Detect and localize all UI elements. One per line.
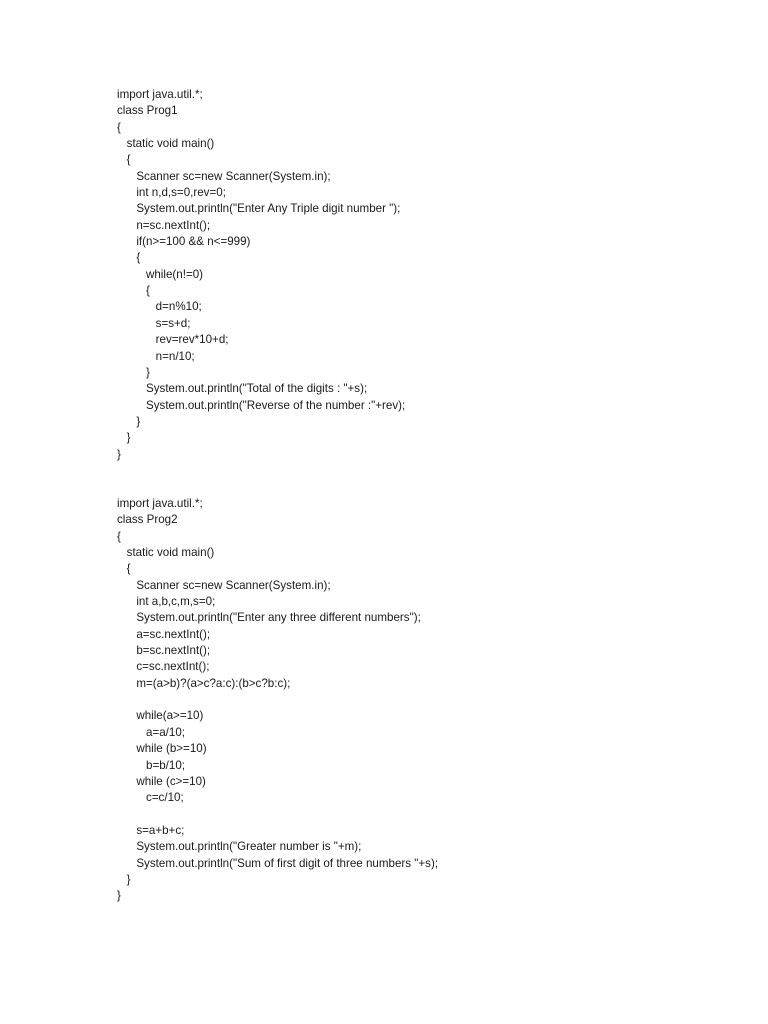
code-line: System.out.println("Greater number is "+m);: [117, 840, 362, 854]
code-line: int n,d,s=0,rev=0;: [117, 186, 226, 200]
code-line: s=a+b+c;: [117, 823, 185, 837]
code-line: c=sc.nextInt();: [117, 660, 210, 674]
code-line: import java.util.*;: [117, 88, 203, 101]
code-line: c=c/10;: [117, 791, 184, 805]
code-line: n=n/10;: [117, 349, 195, 363]
program-listing-prog1: [117, 87, 405, 463]
code-line: a=sc.nextInt();: [117, 627, 211, 641]
code-line: System.out.println("Reverse of the number :"+rev);: [117, 398, 406, 412]
code-line: System.out.println("Total of the digits : "+s);: [117, 382, 368, 396]
code-line: b=sc.nextInt();: [117, 644, 211, 658]
code-line: }: [117, 431, 131, 445]
code-line: a=a/10;: [117, 725, 185, 739]
code-line: {: [117, 562, 131, 576]
code-line: d=n%10;: [117, 300, 202, 314]
code-line: import java.util.*;: [117, 497, 203, 510]
code-line: }: [117, 414, 141, 428]
code-line: s=s+d;: [117, 316, 191, 330]
code-line: b=b/10;: [117, 758, 185, 772]
code-line: while(n!=0): [117, 267, 204, 281]
code-line: [117, 692, 438, 708]
code-line: [117, 807, 438, 823]
code-line: System.out.println("Enter Any Triple digit number ");: [117, 202, 401, 216]
code-line: {: [117, 284, 150, 298]
code-line: }: [117, 447, 121, 461]
code-line: int a,b,c,m,s=0;: [117, 595, 216, 609]
code-line: {: [117, 153, 131, 167]
code-line: static void main(): [117, 137, 215, 151]
code-line: while(a>=10): [117, 709, 204, 723]
code-line: System.out.println("Sum of first digit of three numbers "+s);: [117, 856, 439, 870]
code-line: while (c>=10): [117, 774, 206, 788]
code-line: if(n>=100 && n<=999): [117, 235, 251, 249]
code-line: rev=rev*10+d;: [117, 333, 229, 347]
code-line: Scanner sc=new Scanner(System.in);: [117, 169, 331, 183]
code-line: n=sc.nextInt();: [117, 218, 211, 232]
code-line: {: [117, 120, 121, 134]
code-line: Scanner sc=new Scanner(System.in);: [117, 578, 331, 592]
code-line: class Prog2: [117, 513, 178, 527]
program-listing-prog2: [117, 496, 438, 905]
code-line: {: [117, 251, 141, 265]
code-line: }: [117, 365, 150, 379]
code-line: class Prog1: [117, 104, 178, 118]
code-line: {: [117, 529, 121, 543]
code-line: }: [117, 872, 131, 886]
code-line: System.out.println("Enter any three different numbers");: [117, 611, 421, 625]
code-line: while (b>=10): [117, 742, 207, 756]
code-line: static void main(): [117, 546, 215, 560]
code-line: m=(a>b)?(a>c?a:c):(b>c?b:c);: [117, 676, 291, 690]
code-line: }: [117, 889, 121, 903]
